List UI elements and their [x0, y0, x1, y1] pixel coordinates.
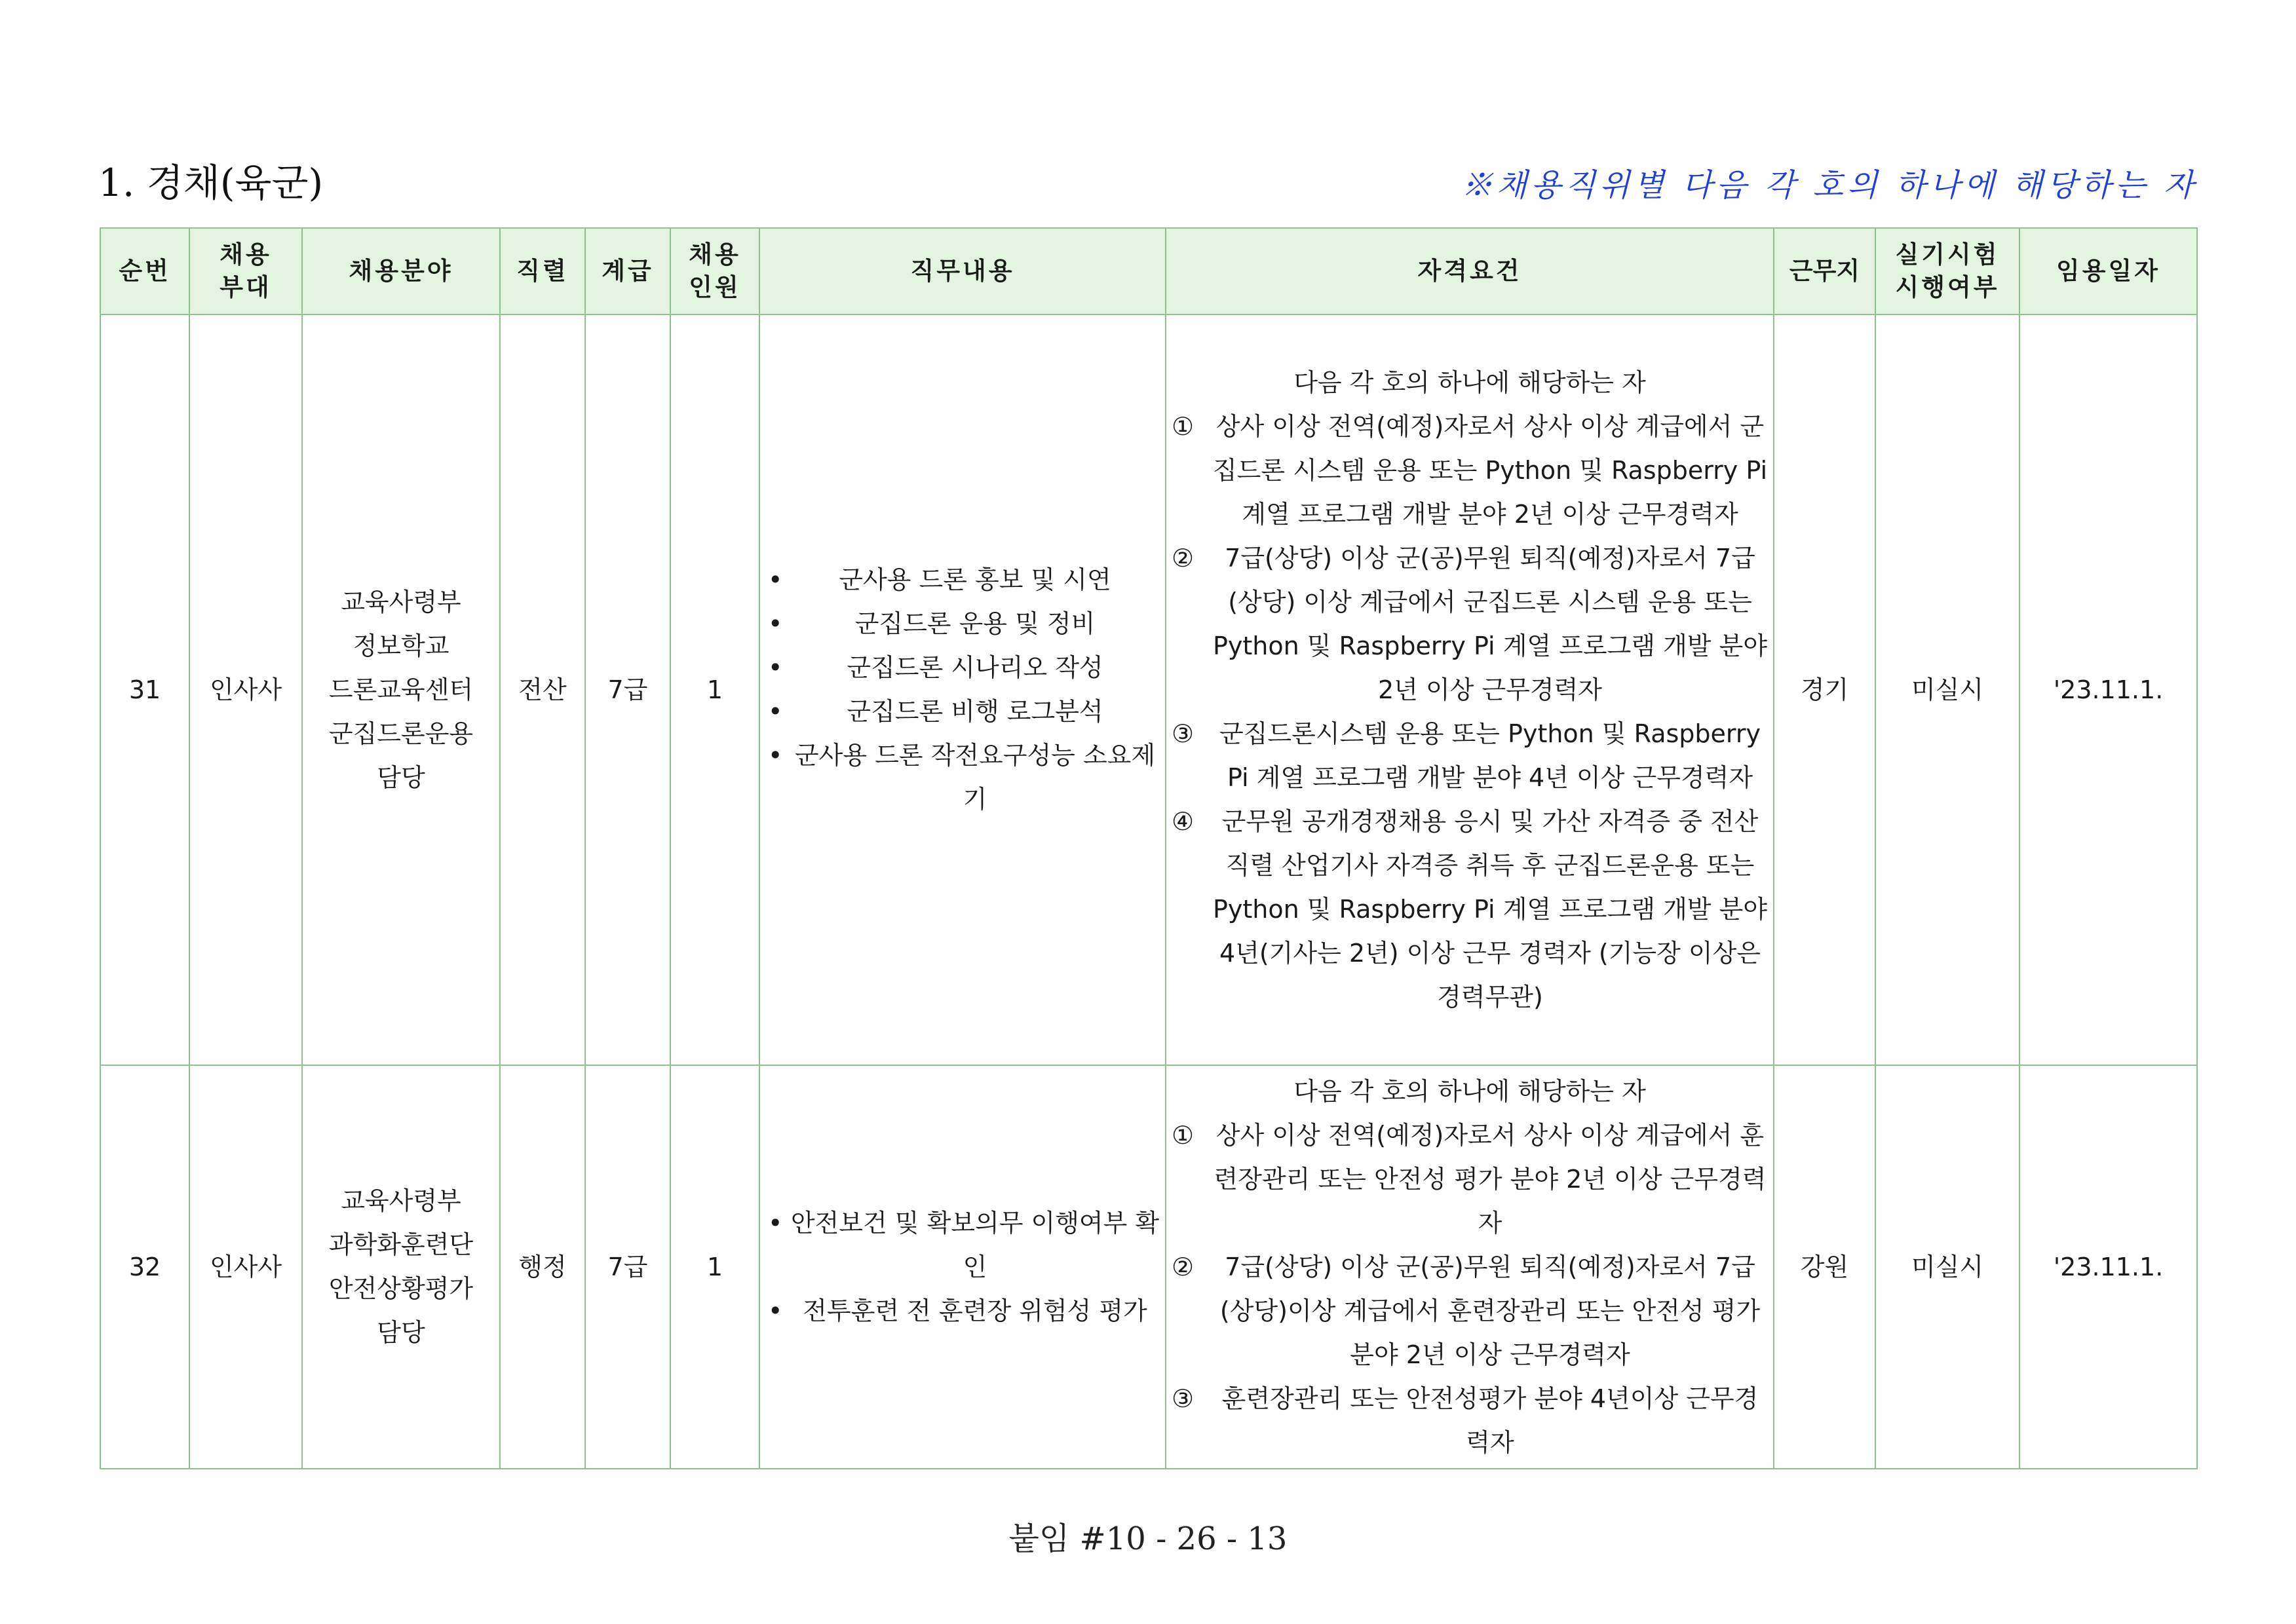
cell-seq: 31: [100, 314, 189, 1065]
requirement-item: [1172, 1377, 1768, 1465]
requirement-item: [1172, 405, 1768, 537]
duty-item: • 군사용 드론 작전요구성능 소요제기: [765, 734, 1160, 821]
requirement-item: [1172, 712, 1768, 800]
requirements-list: [1172, 1114, 1768, 1465]
cell-practical: 미실시: [1875, 314, 2019, 1065]
requirement-item: [1172, 1245, 1768, 1377]
page-footer: 붙임 #10 - 26 - 13: [1008, 1520, 1288, 1557]
cell-requirements: [1166, 314, 1774, 1065]
field-line: 담당: [377, 1318, 425, 1347]
requirement-item: [1172, 537, 1768, 712]
cell-series: 행정: [500, 1065, 585, 1469]
cell-location: 경기: [1774, 314, 1875, 1065]
requirement-item: [1172, 800, 1768, 1019]
eligibility-note: ※채용직위별 다음 각 호의 하나에 해당하는 자: [1461, 167, 2198, 204]
requirement-text: 7급(상당) 이상 군(공)무원 퇴직(예정)자로서 7급(상당) 이상 계급에서 군집드론 시스템 운용 또는 Python 및 Raspberry Pi 계열 프로그램 개발 분야 2년 이상 근무경력자: [1212, 543, 1768, 704]
duty-item: • 군집드론 비행 로그분석: [765, 690, 1160, 734]
header-practical: 실기시험 시행여부: [1875, 228, 2019, 314]
header-field: 채용분야: [302, 228, 500, 314]
cell-series: 전산: [500, 314, 585, 1065]
header-grade: 계급: [585, 228, 670, 314]
duties-list: [765, 558, 1160, 821]
requirement-text: 상사 이상 전역(예정)자로서 상사 이상 계급에서 군집드론 시스템 운용 또는 Python 및 Raspberry Pi 계열 프로그램 개발 분야 2년 이상 근무경력자: [1212, 411, 1768, 529]
cell-count: 1: [670, 314, 759, 1065]
field-line: 교육사령부: [341, 587, 461, 616]
cell-date: '23.11.1.: [2019, 1065, 2197, 1469]
cell-grade: 7급: [585, 1065, 670, 1469]
cell-unit: 인사사: [189, 314, 302, 1065]
requirement-marker: ②: [1172, 543, 1195, 573]
field-line: 드론교육센터: [328, 675, 474, 704]
cell-seq: 32: [100, 1065, 189, 1469]
header-series: 직렬: [500, 228, 585, 314]
field-line: 과학화훈련단: [328, 1230, 474, 1259]
cell-duties: [759, 1065, 1166, 1469]
duty-item: • 안전보건 및 확보의무 이행여부 확인: [765, 1201, 1160, 1289]
header-requirements: 자격요건: [1166, 228, 1774, 314]
cell-field: [302, 1065, 500, 1469]
recruitment-table: [100, 227, 2198, 1469]
header-date: 임용일자: [2019, 228, 2197, 314]
requirements-list: [1172, 405, 1768, 1019]
requirements-intro: 다음 각 호의 하나에 해당하는 자: [1293, 368, 1646, 397]
duty-item: • 군집드론 시나리오 작성: [765, 646, 1160, 690]
requirement-marker: ①: [1172, 1120, 1195, 1150]
requirement-text: 상사 이상 전역(예정)자로서 상사 이상 계급에서 훈련장관리 또는 안전성 평가 분야 2년 이상 근무경력자: [1214, 1120, 1767, 1237]
requirement-text: 군무원 공개경쟁채용 응시 및 가산 자격증 중 전산 직렬 산업기사 자격증 취득 후 군집드론운용 또는 Python 및 Raspberry Pi 계열 프로그램 개발 분야 4년(기사는 2년) 이상 근무 경력자 (기능장 이상은 경력무관): [1212, 806, 1768, 1011]
section-heading: 1. 경채(육군): [98, 161, 324, 205]
duty-item: • 군사용 드론 홍보 및 시연: [765, 558, 1160, 602]
header-location: 근무지: [1774, 228, 1875, 314]
header-count: 채용 인원: [670, 228, 759, 314]
requirement-marker: ③: [1172, 719, 1195, 748]
requirement-marker: ②: [1172, 1252, 1195, 1281]
header-seq: 순번: [100, 228, 189, 314]
field-line: 담당: [377, 763, 425, 792]
cell-unit: 인사사: [189, 1065, 302, 1469]
field-line: 안전상황평가: [328, 1274, 474, 1303]
field-line: 교육사령부: [341, 1186, 461, 1215]
table-row: [100, 314, 2197, 1065]
requirement-item: [1172, 1114, 1768, 1245]
requirement-text: 훈련장관리 또는 안전성평가 분야 4년이상 근무경력자: [1221, 1384, 1759, 1457]
cell-practical: 미실시: [1875, 1065, 2019, 1469]
field-line: 군집드론운용: [328, 719, 474, 748]
cell-location: 강원: [1774, 1065, 1875, 1469]
duty-item: • 전투훈련 전 훈련장 위험성 평가: [765, 1289, 1160, 1333]
table-row: [100, 1065, 2197, 1469]
cell-grade: 7급: [585, 314, 670, 1065]
cell-count: 1: [670, 1065, 759, 1469]
field-line: 정보학교: [353, 631, 450, 660]
header-unit: 채용 부대: [189, 228, 302, 314]
requirement-text: 7급(상당) 이상 군(공)무원 퇴직(예정)자로서 7급(상당)이상 계급에서 훈련장관리 또는 안전성 평가 분야 2년 이상 근무경력자: [1219, 1252, 1761, 1369]
requirement-marker: ①: [1172, 411, 1195, 441]
requirement-text: 군집드론시스템 운용 또는 Python 및 Raspberry Pi 계열 프로그램 개발 분야 4년 이상 근무경력자: [1219, 719, 1761, 792]
duty-item: • 군집드론 운용 및 정비: [765, 602, 1160, 646]
cell-field: [302, 314, 500, 1065]
cell-date: '23.11.1.: [2019, 314, 2197, 1065]
cell-duties: [759, 314, 1166, 1065]
cell-requirements: [1166, 1065, 1774, 1469]
duties-list: [765, 1201, 1160, 1333]
requirements-intro: 다음 각 호의 하나에 해당하는 자: [1293, 1076, 1646, 1106]
table-header-row: [100, 228, 2197, 314]
requirement-marker: ④: [1172, 806, 1195, 836]
header-duties: 직무내용: [759, 228, 1166, 314]
requirement-marker: ③: [1172, 1384, 1195, 1413]
